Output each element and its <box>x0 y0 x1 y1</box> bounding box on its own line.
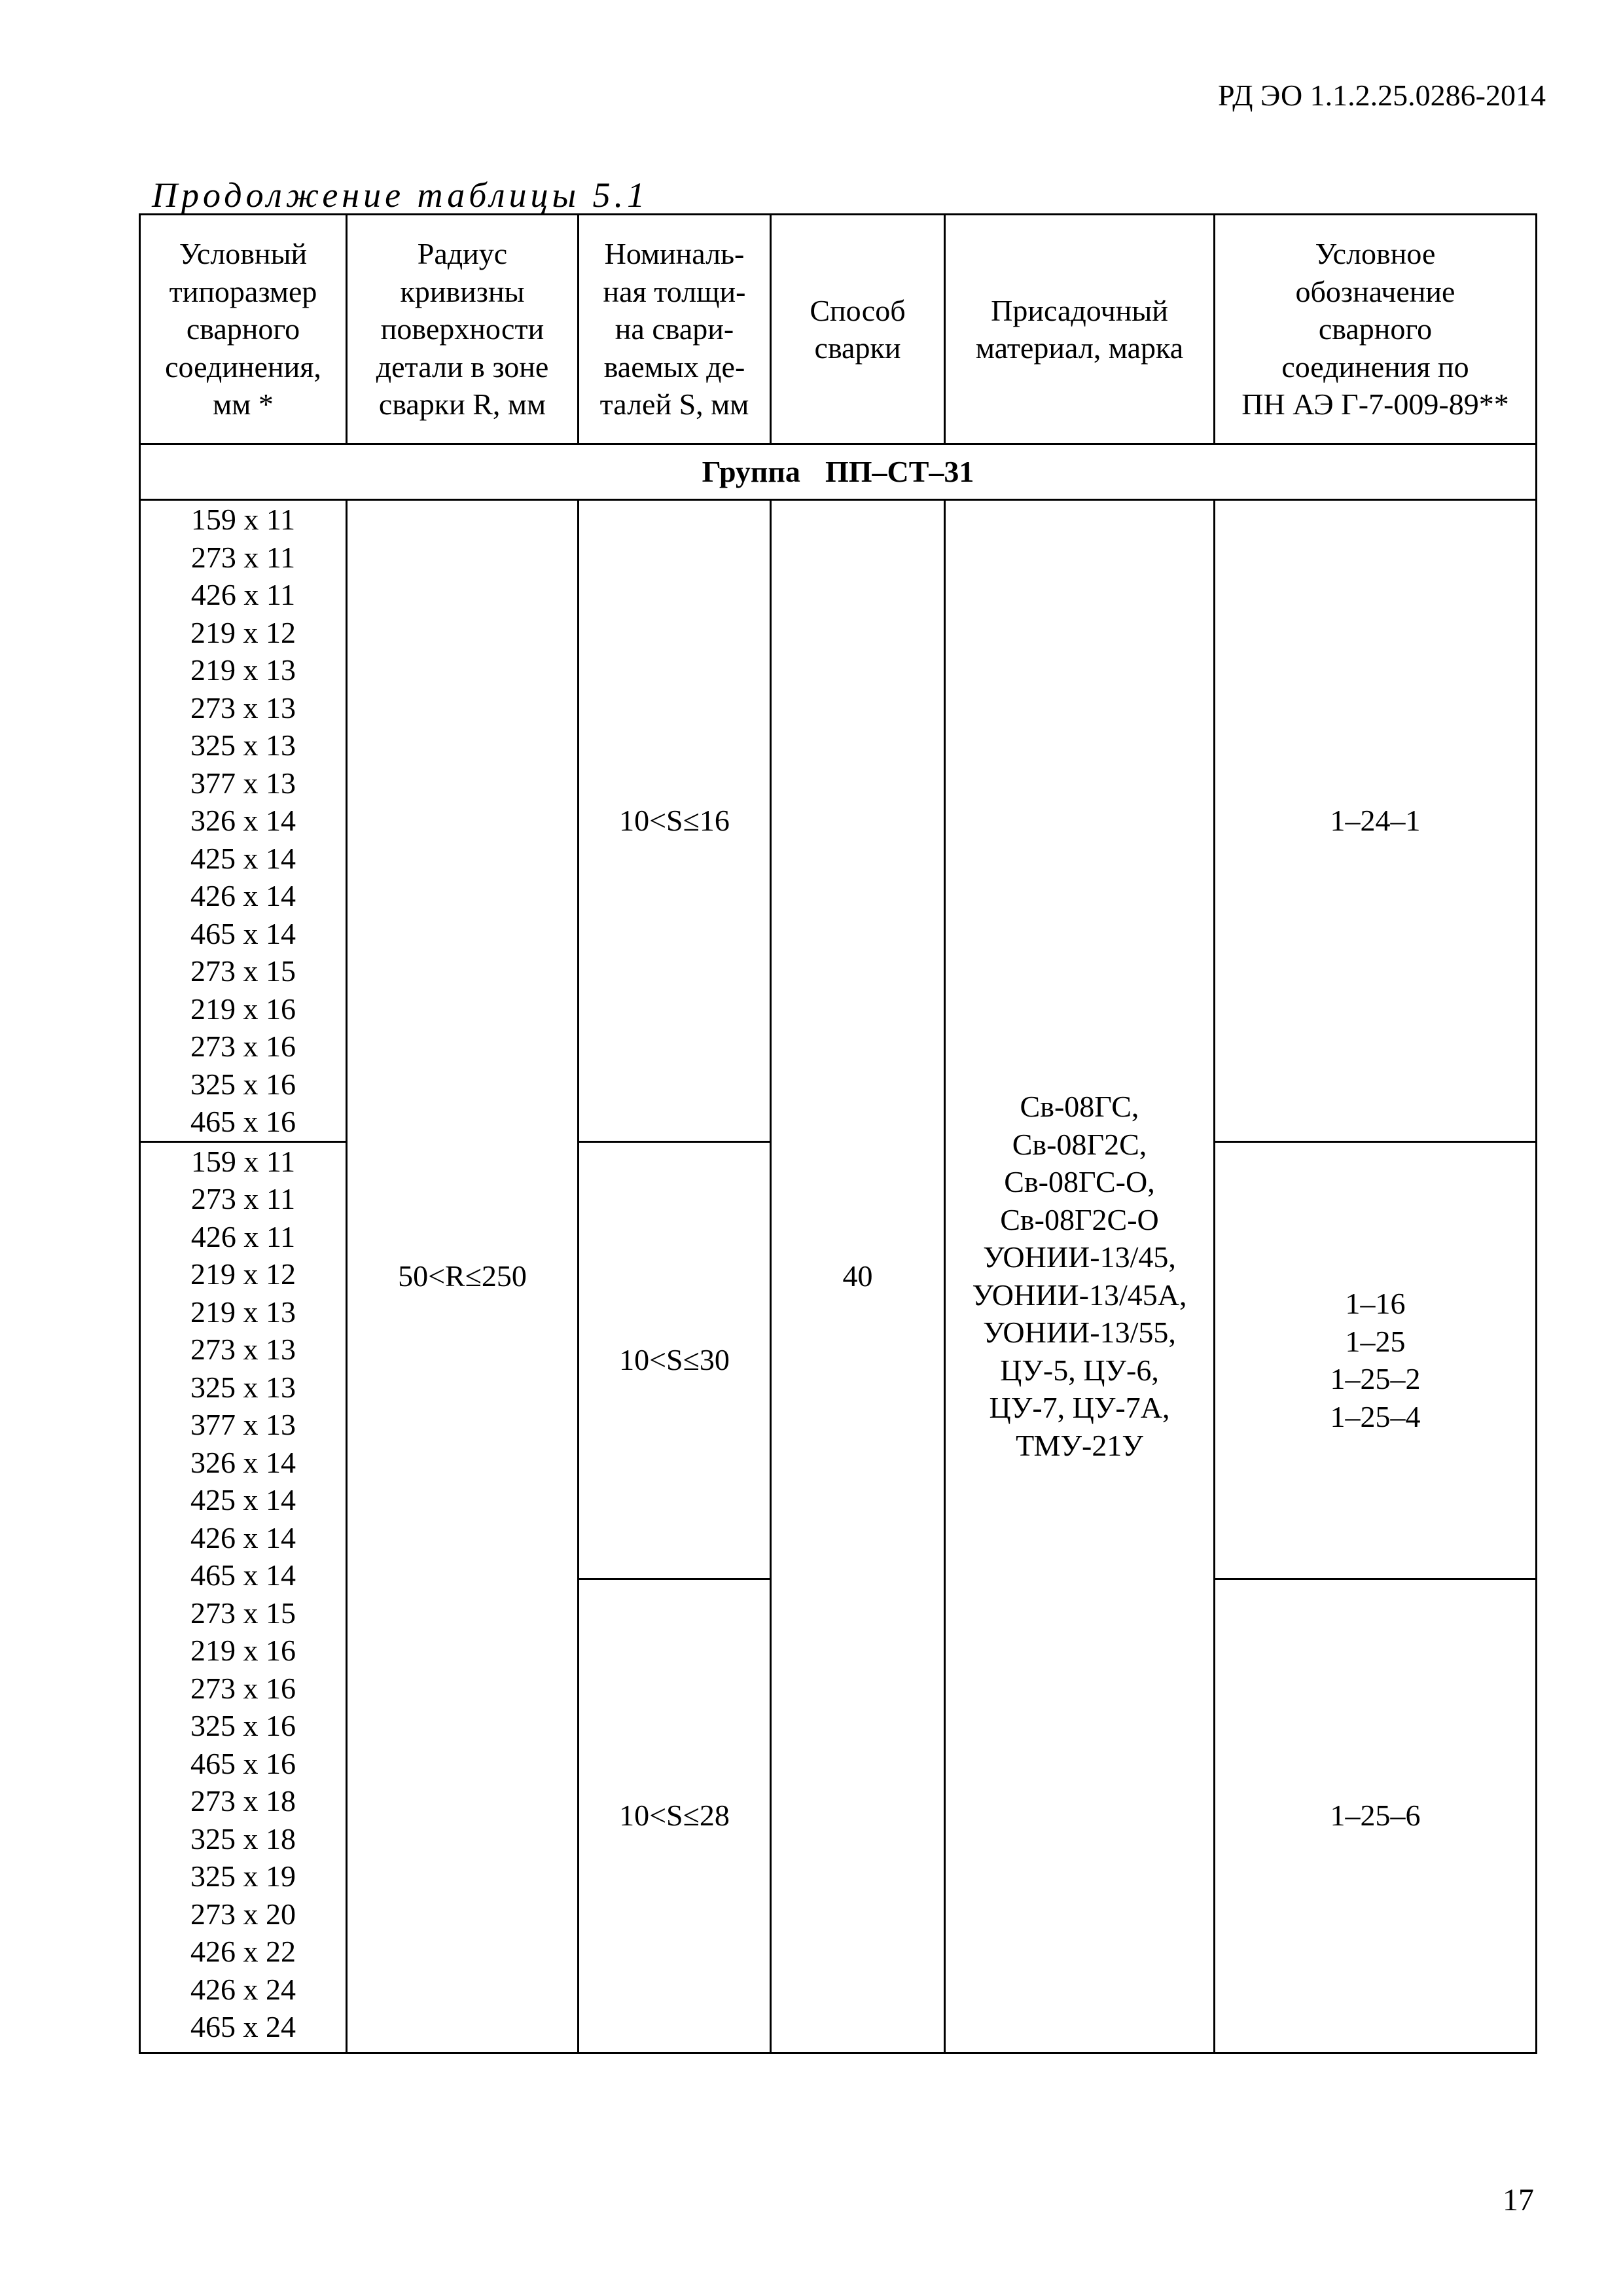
filler-item: ЦУ-5, ЦУ-6, <box>1000 1353 1159 1387</box>
joint-size: 465 х 14 <box>190 916 296 950</box>
joint-size: 273 х 18 <box>190 1784 296 1818</box>
joint-size: 273 х 11 <box>190 1182 296 1215</box>
joint-size: 219 х 13 <box>190 653 296 687</box>
joint-size: 325 х 18 <box>190 1821 296 1856</box>
column-header-method: Способ сварки <box>771 215 945 444</box>
joint-size: 273 х 13 <box>190 1333 296 1366</box>
designation-item: 1–25–4 <box>1330 1399 1421 1433</box>
group-label: Группа <box>702 455 800 489</box>
designation-item: 1–24–1 <box>1330 804 1421 837</box>
joint-size: 326 х 14 <box>190 1445 296 1479</box>
table-row <box>140 500 1537 1142</box>
joint-size: 465 х 16 <box>190 1746 296 1780</box>
column-header-thickness: Номиналь- ная толщи- на свари- ваемых де- талей S, мм <box>579 215 771 444</box>
joint-size: 465 х 16 <box>190 1105 296 1138</box>
thickness-cell-block3: 10<S≤28 <box>579 1579 771 2053</box>
joint-size: 426 х 24 <box>190 1972 296 2006</box>
document-code: РД ЭО 1.1.2.25.0286-2014 <box>1218 79 1546 112</box>
filler-item: ЦУ-7, ЦУ-7А, <box>989 1391 1170 1425</box>
joint-size: 219 х 13 <box>190 1295 296 1329</box>
joint-size: 273 х 15 <box>190 954 296 988</box>
designation-item: 1–25–6 <box>1330 1799 1421 1833</box>
filler-cell <box>945 500 1215 2053</box>
filler-item: УОНИИ-13/55, <box>983 1316 1176 1350</box>
joint-size: 426 х 11 <box>190 578 296 611</box>
joint-size: 325 х 16 <box>190 1067 296 1101</box>
joint-size: 273 х 11 <box>190 540 296 574</box>
designation-cell-block1 <box>1215 500 1537 1142</box>
filler-item: УОНИИ-13/45, <box>983 1240 1176 1274</box>
joint-size: 273 х 15 <box>190 1596 296 1630</box>
table-caption: Продолжение таблицы 5.1 <box>152 175 649 215</box>
joint-size: 377 х 13 <box>190 766 296 800</box>
thickness-cell-block2: 10<S≤30 <box>579 1141 771 1579</box>
joint-size: 425 х 14 <box>190 1483 296 1516</box>
sizes-cell-block1 <box>140 500 347 1142</box>
joint-size: 219 х 16 <box>190 1634 296 1667</box>
joint-size: 326 х 14 <box>190 804 296 837</box>
joint-size: 219 х 16 <box>190 992 296 1026</box>
joint-size: 273 х 13 <box>190 691 296 725</box>
group-row <box>140 444 1537 500</box>
column-header-radius: Радиус кривизны поверхности детали в зоне сварки R, мм <box>347 215 579 444</box>
column-header-designation: Условное обозначение сварного соединения по ПН АЭ Г-7-009-89** <box>1215 215 1537 444</box>
group-title <box>140 444 1537 500</box>
thickness-cell-block1: 10<S≤16 <box>579 500 771 1142</box>
radius-cell: 50<R≤250 <box>347 500 579 2053</box>
joint-size: 325 х 19 <box>190 1859 296 1893</box>
joint-size: 426 х 14 <box>190 879 296 912</box>
joint-size: 426 х 14 <box>190 1520 296 1554</box>
joint-size: 465 х 24 <box>190 2010 296 2043</box>
column-header-filler: Присадочный материал, марка <box>945 215 1215 444</box>
header-row <box>140 215 1537 444</box>
joint-size: 325 х 13 <box>190 1370 296 1404</box>
filler-item: Св-08ГС, <box>1020 1090 1139 1124</box>
filler-item: Св-08Г2С, <box>1012 1127 1147 1161</box>
sizes-cell-block2 <box>140 1141 347 2053</box>
joint-size: 159 х 11 <box>190 503 296 536</box>
joint-size: 219 х 12 <box>190 1257 296 1291</box>
joint-size: 425 х 14 <box>190 841 296 875</box>
joint-size: 426 х 11 <box>190 1219 296 1253</box>
designation-item: 1–25 <box>1345 1324 1406 1358</box>
group-name: ПП–СТ–31 <box>825 455 974 489</box>
welding-joints-table <box>139 213 1537 2054</box>
joint-size: 273 х 16 <box>190 1671 296 1705</box>
joint-size: 273 х 20 <box>190 1897 296 1931</box>
designation-cell-block2 <box>1215 1141 1537 1579</box>
method-cell: 40 <box>771 500 945 2053</box>
filler-item: Св-08Г2С-О <box>1000 1202 1159 1236</box>
joint-size: 325 х 13 <box>190 728 296 762</box>
joint-size: 465 х 14 <box>190 1558 296 1592</box>
joint-size: 273 х 16 <box>190 1030 296 1063</box>
designation-cell-block3 <box>1215 1579 1537 2053</box>
joint-size: 325 х 16 <box>190 1709 296 1742</box>
page-number: 17 <box>1503 2183 1534 2217</box>
joint-size: 377 х 13 <box>190 1408 296 1441</box>
designation-item: 1–16 <box>1345 1287 1406 1320</box>
joint-size: 159 х 11 <box>190 1144 296 1178</box>
filler-item: УОНИИ-13/45А, <box>972 1278 1187 1312</box>
filler-item: Св-08ГС-О, <box>1004 1165 1155 1199</box>
joint-size: 426 х 22 <box>190 1935 296 1968</box>
designation-item: 1–25–2 <box>1330 1362 1421 1395</box>
column-header-joint-size: Условный типоразмер сварного соединения, мм * <box>140 215 347 444</box>
filler-item: ТМУ-21У <box>1016 1428 1143 1462</box>
joint-size: 219 х 12 <box>190 615 296 649</box>
